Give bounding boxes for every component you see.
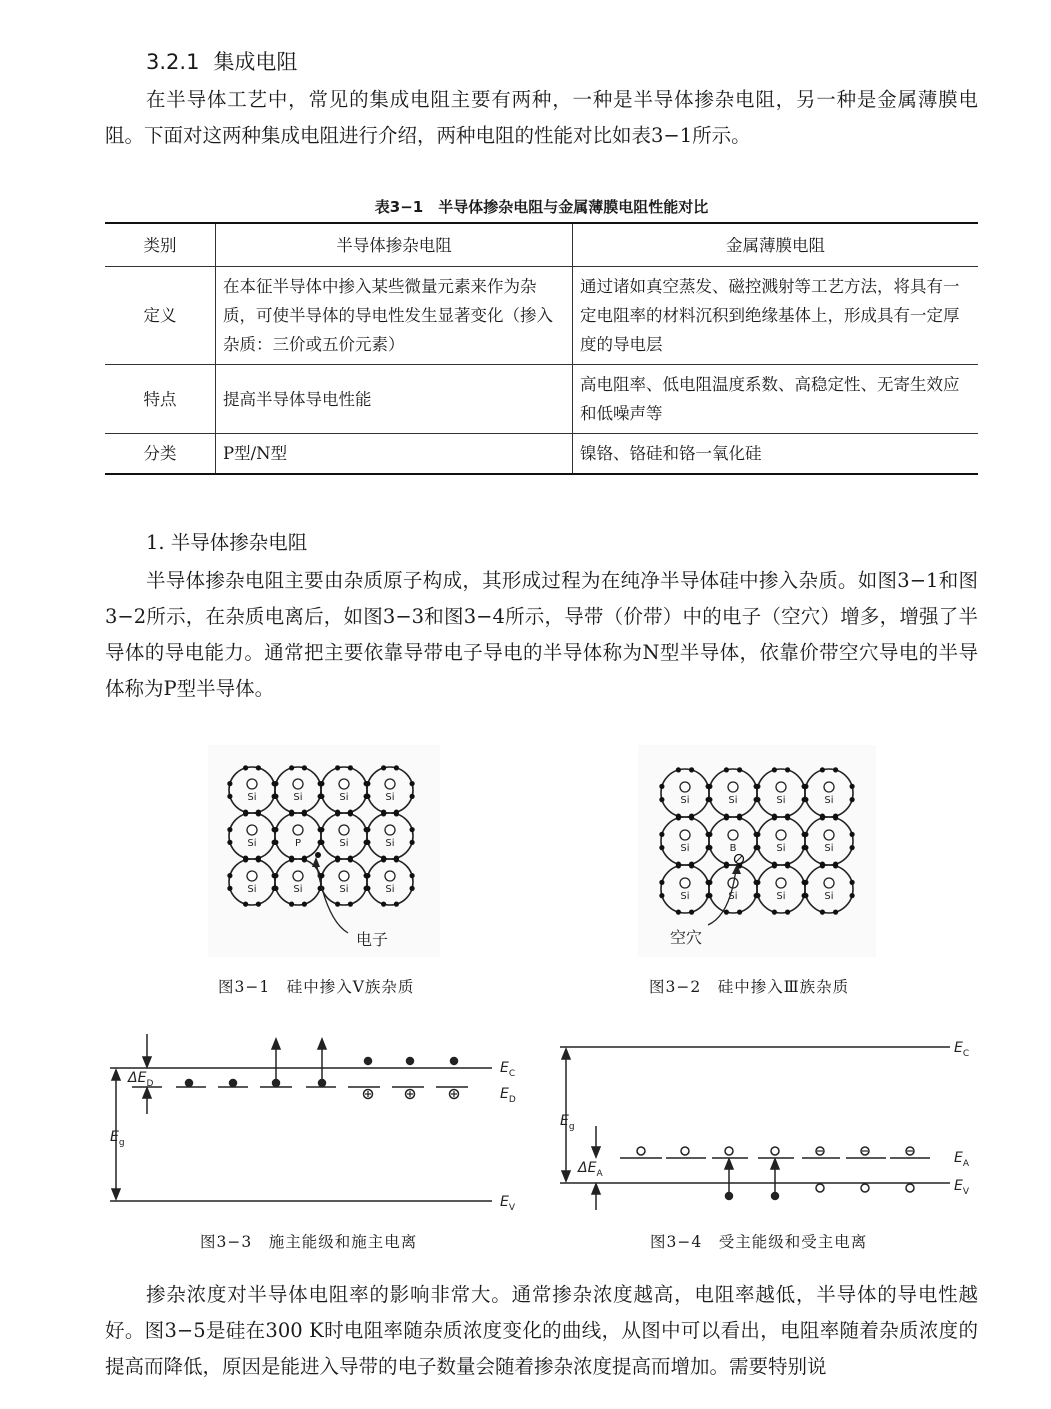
bond-electron <box>335 857 340 862</box>
bond-electron <box>689 815 694 820</box>
bond-electron <box>381 765 386 770</box>
bond-electron <box>772 910 777 915</box>
bond-electron <box>348 811 353 816</box>
table-row <box>105 365 978 434</box>
bond-electron <box>394 765 399 770</box>
bond-electron <box>850 784 855 789</box>
atom-nucleus <box>776 782 786 792</box>
si-atom-label: Si <box>728 891 738 902</box>
bond-electron <box>394 811 399 816</box>
bond-electron <box>348 902 353 907</box>
bond-electron <box>365 827 370 832</box>
bond-electron <box>803 845 808 850</box>
bond-electron <box>243 857 248 862</box>
table-header-cell: 类别 <box>105 223 216 267</box>
bond-electron <box>820 863 825 868</box>
atom-nucleus <box>824 878 834 888</box>
bond-electron <box>850 797 855 802</box>
bond-electron <box>273 827 278 832</box>
table-cell: 在本征半导体中掺入某些微量元素来作为杂质，可使半导体的导电性发生显著变化（掺入杂质：三价或五价元素） <box>216 267 573 365</box>
bond-electron <box>289 811 294 816</box>
bond-electron <box>707 832 712 837</box>
bond-electron <box>319 873 324 878</box>
atom-nucleus <box>385 779 395 789</box>
bond-electron <box>755 784 760 789</box>
donor-level-diagram <box>100 1030 540 1220</box>
bond-electron <box>785 767 790 772</box>
silicon-lattice-donor-figure <box>208 745 440 957</box>
bond-electron <box>365 781 370 786</box>
bond-electron <box>707 784 712 789</box>
bond-electron <box>302 811 307 816</box>
si-atom-label: Si <box>680 891 690 902</box>
bond-electron <box>689 910 694 915</box>
table-row <box>105 267 978 365</box>
bond-electron <box>381 902 386 907</box>
bond-electron <box>410 886 415 891</box>
table-row <box>105 434 978 475</box>
eg-label: E <box>560 1113 569 1129</box>
si-atom-label: Si <box>247 884 257 895</box>
atom-nucleus <box>385 825 395 835</box>
bond-electron <box>319 794 324 799</box>
table-header-row <box>105 223 978 267</box>
bond-electron <box>273 840 278 845</box>
delta-label: ΔE <box>578 1160 597 1176</box>
bond-electron <box>256 902 261 907</box>
atom-nucleus <box>247 825 257 835</box>
atom-nucleus <box>339 825 349 835</box>
atom-nucleus <box>339 779 349 789</box>
bond-electron <box>850 845 855 850</box>
bond-electron <box>737 815 742 820</box>
bond-electron <box>256 857 261 862</box>
si-atom-label: Si <box>680 843 690 854</box>
bond-electron <box>803 784 808 789</box>
bond-electron <box>833 910 838 915</box>
svg-text:EC <box>500 1060 515 1079</box>
atom-nucleus <box>293 779 303 789</box>
bond-electron <box>707 893 712 898</box>
bond-electron <box>410 827 415 832</box>
bond-electron <box>227 840 232 845</box>
bond-electron <box>410 794 415 799</box>
bond-electron <box>803 832 808 837</box>
svg-text:EA <box>954 1150 970 1169</box>
bond-electron <box>755 797 760 802</box>
bond-electron <box>335 811 340 816</box>
bond-electron <box>803 893 808 898</box>
bond-electron <box>243 765 248 770</box>
bond-electron <box>772 767 777 772</box>
bond-electron <box>319 840 324 845</box>
bond-electron <box>273 794 278 799</box>
bond-electron <box>302 765 307 770</box>
atom-nucleus <box>728 782 738 792</box>
delta-sub: D <box>146 1079 154 1089</box>
intro-paragraph: 在半导体工艺中，常见的集成电阻主要有两种，一种是半导体掺杂电阻，另一种是金属薄膜电阻。下面对这两种集成电阻进行介绍，两种电阻的性能对比如表3−1所示。 <box>105 88 978 147</box>
bond-electron <box>676 767 681 772</box>
dopant-atom-label: P <box>294 838 302 849</box>
svg-text:ΔEA <box>577 1160 603 1179</box>
table-header-cell: 半导体掺杂电阻 <box>216 223 573 267</box>
bond-electron <box>833 815 838 820</box>
bond-electron <box>850 893 855 898</box>
table-cell: 镍铬、铬硅和铬一氧化硅 <box>573 434 979 475</box>
si-atom-label: Si <box>339 792 349 803</box>
svg-text:EV <box>954 1178 970 1197</box>
table-cell: 分类 <box>105 434 216 475</box>
bond-electron <box>833 767 838 772</box>
bond-electron <box>755 832 760 837</box>
bond-electron <box>659 797 664 802</box>
svg-text:EC <box>954 1040 969 1059</box>
atom-nucleus <box>680 830 690 840</box>
bond-electron <box>348 765 353 770</box>
ec-label: E <box>500 1060 509 1076</box>
atom-nucleus <box>247 779 257 789</box>
bond-electron <box>289 902 294 907</box>
atom-nucleus <box>247 871 257 881</box>
bond-electron <box>755 893 760 898</box>
bond-electron <box>243 902 248 907</box>
si-atom-label: Si <box>776 891 786 902</box>
bond-electron <box>659 784 664 789</box>
si-atom-label: Si <box>680 795 690 806</box>
table-cell: 高电阻率、低电阻温度系数、高稳定性、无寄生效应和低噪声等 <box>573 365 979 434</box>
bond-electron <box>273 873 278 878</box>
bond-electron <box>394 857 399 862</box>
svg-text:ΔED <box>127 1070 153 1089</box>
bond-electron <box>724 815 729 820</box>
comparison-table <box>105 222 978 475</box>
bond-electron <box>365 794 370 799</box>
bond-electron <box>833 863 838 868</box>
bond-electron <box>772 815 777 820</box>
body-paragraph: 半导体掺杂电阻主要由杂质原子构成，其形成过程为在纯净半导体硅中掺入杂质。如图3−1和图3−2所示，在杂质电离后，如图3−3和图3−4所示，导带（价带）中的电子（空穴）增多，增强了半导体的导电能力。通常把主要依靠导带电子导电的半导体称为N型半导体，依靠价带空穴导电的半导体称为P型半导体。 <box>105 569 978 700</box>
bond-electron <box>803 797 808 802</box>
bond-electron <box>659 893 664 898</box>
bond-electron <box>820 767 825 772</box>
table-caption: 表3−1 半导体掺杂电阻与金属薄膜电阻性能对比 <box>374 198 709 216</box>
bond-electron <box>820 910 825 915</box>
bond-electron <box>227 886 232 891</box>
bond-electron <box>707 797 712 802</box>
figure-caption: 图3−1 硅中掺入Ⅴ族杂质 <box>218 978 415 996</box>
atom-nucleus <box>776 830 786 840</box>
bond-electron <box>659 880 664 885</box>
si-atom-label: Si <box>824 891 834 902</box>
bond-electron <box>772 863 777 868</box>
bond-electron <box>394 902 399 907</box>
bond-electron <box>381 857 386 862</box>
bond-electron <box>335 765 340 770</box>
bond-electron <box>227 873 232 878</box>
bond-electron <box>335 902 340 907</box>
bond-electron <box>381 811 386 816</box>
bond-electron <box>365 873 370 878</box>
si-atom-label: Si <box>824 795 834 806</box>
si-atom-label: Si <box>776 843 786 854</box>
atom-nucleus <box>293 825 303 835</box>
si-atom-label: Si <box>247 792 257 803</box>
bond-electron <box>348 857 353 862</box>
ec-label: E <box>954 1040 963 1056</box>
bond-electron <box>724 767 729 772</box>
atom-nucleus <box>385 871 395 881</box>
bond-electron <box>724 910 729 915</box>
si-atom-label: Si <box>728 795 738 806</box>
bond-electron <box>289 857 294 862</box>
atom-nucleus <box>728 830 738 840</box>
bond-electron <box>755 880 760 885</box>
electron-label: 电子 <box>356 930 389 949</box>
eg-label: E <box>110 1129 119 1145</box>
bond-electron <box>820 815 825 820</box>
bond-electron <box>676 863 681 868</box>
bond-electron <box>273 886 278 891</box>
si-atom-label: Si <box>293 884 303 895</box>
bond-electron <box>676 910 681 915</box>
figure-caption: 图3−4 受主能级和受主电离 <box>650 1233 868 1251</box>
body-paragraph: 掺杂浓度对半导体电阻率的影响非常大。通常掺杂浓度越高，电阻率越低，半导体的导电性越好。图3−5是硅在300 K时电阻率随杂质浓度变化的曲线，从图中可以看出，电阻率随着杂质浓度的提高而降低，原因是能进入导带的电子数量会随着掺杂浓度提高而增加。需要特别说 <box>105 1283 978 1378</box>
ec-sub: C <box>962 1049 970 1059</box>
ev-label: E <box>954 1178 963 1194</box>
dopant-atom-label: B <box>729 843 737 854</box>
bond-electron <box>803 880 808 885</box>
atom-nucleus <box>293 871 303 881</box>
bond-electron <box>410 781 415 786</box>
si-atom-label: Si <box>385 838 395 849</box>
free-electron <box>315 852 321 858</box>
bond-electron <box>365 886 370 891</box>
delta-sub: A <box>596 1169 603 1179</box>
bond-electron <box>850 832 855 837</box>
svg-text:ED <box>500 1086 516 1105</box>
ea-label: E <box>954 1150 963 1166</box>
si-atom-label: Si <box>293 792 303 803</box>
bond-electron <box>227 781 232 786</box>
ev-label: E <box>500 1194 509 1210</box>
bond-electron <box>273 781 278 786</box>
svg-text:Eg <box>560 1113 575 1132</box>
ec-sub: C <box>508 1069 516 1079</box>
table-header-cell: 金属薄膜电阻 <box>573 223 979 267</box>
section-number: 3.2.1 <box>146 50 200 74</box>
atom-nucleus <box>824 782 834 792</box>
bond-electron <box>302 902 307 907</box>
eg-sub: g <box>568 1122 575 1132</box>
ev-sub: V <box>508 1203 516 1213</box>
svg-text:EV <box>500 1194 516 1213</box>
bond-electron <box>410 840 415 845</box>
atom-nucleus <box>680 782 690 792</box>
table-cell: 定义 <box>105 267 216 365</box>
table-cell: 通过诸如真空蒸发、磁控溅射等工艺方法，将具有一定电阻率的材料沉积到绝缘基体上，形成具有一定厚度的导电层 <box>573 267 979 365</box>
bond-electron <box>724 863 729 868</box>
bond-electron <box>689 767 694 772</box>
bond-electron <box>227 794 232 799</box>
bond-electron <box>319 827 324 832</box>
bond-electron <box>737 767 742 772</box>
bond-electron <box>737 910 742 915</box>
bond-electron <box>850 880 855 885</box>
si-atom-label: Si <box>339 838 349 849</box>
ev-sub: V <box>962 1187 970 1197</box>
ea-sub: A <box>962 1159 970 1169</box>
bond-electron <box>227 827 232 832</box>
bond-electron <box>707 880 712 885</box>
delta-label: ΔE <box>128 1070 147 1086</box>
bond-electron <box>302 857 307 862</box>
bond-electron <box>785 863 790 868</box>
bond-electron <box>256 765 261 770</box>
bond-electron <box>707 845 712 850</box>
section-heading <box>146 46 297 76</box>
figure-caption: 图3−3 施主能级和施主电离 <box>200 1233 418 1251</box>
table-cell: P型/N型 <box>216 434 573 475</box>
atom-nucleus <box>824 830 834 840</box>
subsection-heading: 1. 半导体掺杂电阻 <box>146 531 308 554</box>
si-atom-label: Si <box>824 843 834 854</box>
si-atom-label: Si <box>776 795 786 806</box>
bond-electron <box>365 840 370 845</box>
bond-electron <box>785 815 790 820</box>
bond-electron <box>785 910 790 915</box>
bond-electron <box>676 815 681 820</box>
si-atom-label: Si <box>247 838 257 849</box>
ed-label: E <box>500 1086 509 1102</box>
atom-nucleus <box>339 871 349 881</box>
bond-electron <box>410 873 415 878</box>
bond-electron <box>755 845 760 850</box>
bond-electron <box>319 781 324 786</box>
si-atom-label: Si <box>385 792 395 803</box>
bond-electron <box>659 845 664 850</box>
bond-electron <box>659 832 664 837</box>
eg-sub: g <box>118 1138 125 1148</box>
silicon-lattice-acceptor-figure <box>638 745 876 957</box>
si-atom-label: Si <box>385 884 395 895</box>
atom-nucleus <box>680 878 690 888</box>
svg-text:Eg <box>110 1129 125 1148</box>
bond-electron <box>243 811 248 816</box>
acceptor-level-diagram <box>550 1030 990 1220</box>
si-atom-label: Si <box>339 884 349 895</box>
figure-caption: 图3−2 硅中掺入Ⅲ族杂质 <box>649 978 850 996</box>
table-cell: 提高半导体导电性能 <box>216 365 573 434</box>
bond-electron <box>256 811 261 816</box>
ed-sub: D <box>508 1095 516 1105</box>
bond-electron <box>689 863 694 868</box>
atom-nucleus <box>776 878 786 888</box>
section-title: 集成电阻 <box>213 50 298 74</box>
table-cell: 特点 <box>105 365 216 434</box>
bond-electron <box>289 765 294 770</box>
hole-label: 空穴 <box>670 928 703 947</box>
